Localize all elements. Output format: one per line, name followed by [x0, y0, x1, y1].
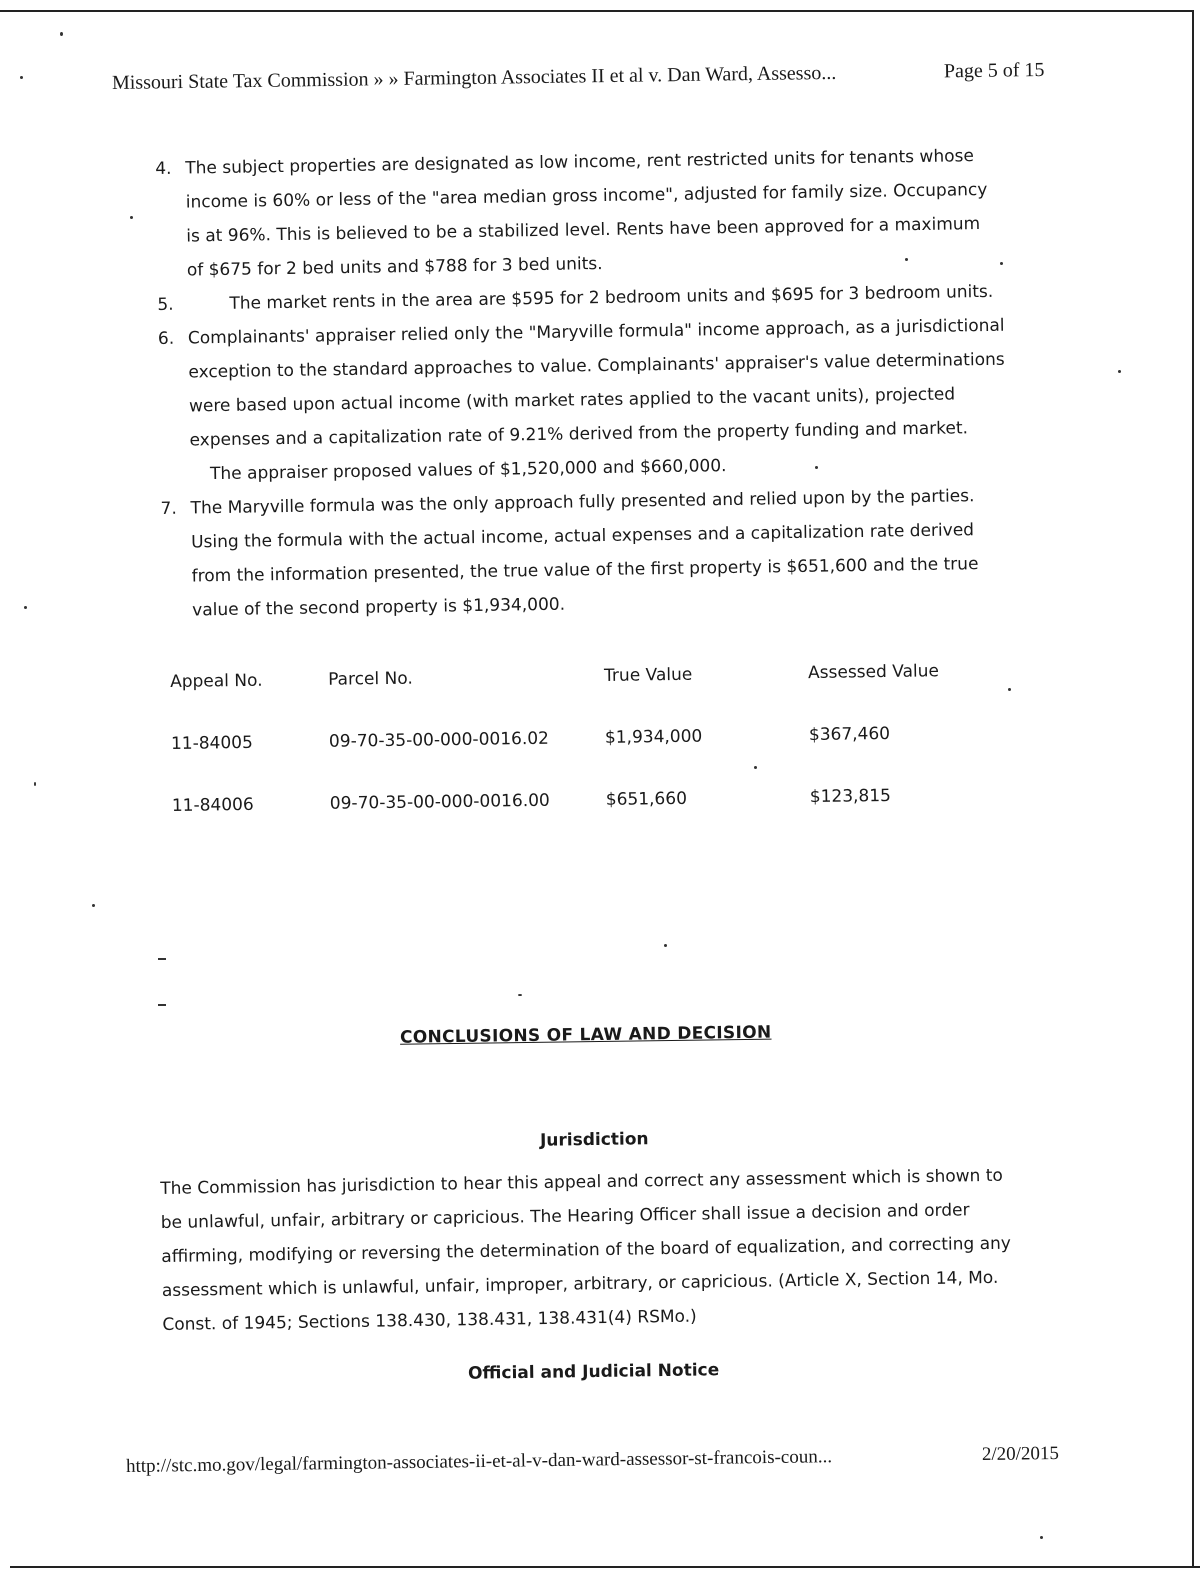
- true-value-cell: $651,660: [605, 788, 688, 810]
- finding-line: income is 60% or less of the "area median gross income", adjusted for family size. Occupancy: [185, 179, 988, 213]
- column-header-parcel-no: Parcel No.: [327, 668, 413, 690]
- assessed-value-cell: $123,815: [809, 785, 892, 808]
- page-number: Page 5 of 15: [943, 58, 1045, 83]
- finding-item: [160, 478, 1042, 628]
- finding-line: of $675 for 2 bed units and $788 for 3 bed units.: [186, 253, 603, 281]
- table-header-row: [170, 661, 971, 734]
- scan-speck: [34, 782, 36, 786]
- findings-list: [155, 138, 1042, 628]
- scan-speck: [158, 1004, 166, 1006]
- paragraph-line: Const. of 1945; Sections 138.430, 138.431, 138.431(4) RSMo.): [162, 1306, 697, 1335]
- footer-date: 2/20/2015: [981, 1442, 1060, 1466]
- table-row: [172, 785, 973, 858]
- finding-item: [155, 138, 1037, 288]
- appeal-no-cell: 11-84006: [171, 794, 254, 816]
- finding-item: [158, 308, 1041, 492]
- scan-speck: [60, 32, 63, 36]
- page-border-right: [1192, 10, 1194, 1566]
- table-row: [171, 723, 972, 796]
- footer-url: http://stc.mo.gov/legal/farmington-associates-ii-et-al-v-dan-ward-assessor-st-francois-coun...: [125, 1446, 833, 1477]
- page-border-bottom: [10, 1566, 1200, 1568]
- section-heading: CONCLUSIONS OF LAW AND DECISION: [399, 1022, 772, 1048]
- page-header: [112, 59, 1072, 95]
- scan-speck: [130, 216, 133, 219]
- finding-number: 6.: [157, 328, 175, 349]
- finding-line: exception to the standard approaches to value. Complainants' appraiser's value determinations: [188, 349, 1005, 383]
- finding-line: Complainants' appraiser relied only the "Maryville formula" income approach, as a jurisdictional: [187, 315, 1005, 349]
- finding-line: is at 96%. This is believed to be a stabilized level. Rents have been approved for a maximum: [186, 214, 981, 247]
- paragraph-line: affirming, modifying or reversing the determination of the board of equalization, and correcting any: [161, 1233, 1012, 1267]
- scan-speck: [20, 76, 23, 79]
- valuation-table: [170, 661, 973, 858]
- scan-speck: [1040, 1536, 1043, 1539]
- page-border-top: [0, 10, 1192, 12]
- column-header-assessed-value: Assessed Value: [807, 661, 940, 684]
- finding-line: The Maryville formula was the only approach fully presented and relied upon by the parties.: [190, 486, 975, 519]
- scan-speck: [664, 944, 667, 947]
- jurisdiction-paragraph: [160, 1158, 1043, 1342]
- paragraph-line: assessment which is unlawful, unfair, improper, arbitrary, or capricious. (Article X, Section 14, Mo.: [161, 1267, 999, 1301]
- finding-line: The subject properties are designated as low income, rent restricted units for tenants whose: [185, 146, 975, 179]
- finding-line: from the information presented, the true value of the first property is $651,600 and the true: [191, 554, 979, 587]
- jurisdiction-heading: Jurisdiction: [539, 1129, 649, 1151]
- official-notice-heading: Official and Judicial Notice: [467, 1360, 720, 1384]
- finding-number: 5.: [157, 294, 174, 315]
- column-header-true-value: True Value: [603, 664, 693, 686]
- finding-line: The appraiser proposed values of $1,520,000 and $660,000.: [209, 456, 727, 485]
- finding-number: 7.: [160, 498, 177, 519]
- finding-line: expenses and a capitalization rate of 9.21% derived from the property funding and market.: [189, 418, 969, 451]
- scan-speck: [518, 994, 522, 996]
- parcel-no-cell: 09-70-35-00-000-0016.00: [329, 790, 550, 814]
- finding-number: 4.: [155, 158, 172, 179]
- header-title: Missouri State Tax Commission » » Farmington Associates II et al v. Dan Ward, Assesso...: [111, 61, 837, 94]
- true-value-cell: $1,934,000: [604, 726, 703, 748]
- scan-speck: [158, 958, 166, 960]
- scan-speck: [24, 606, 27, 609]
- page-footer: [126, 1443, 1076, 1478]
- assessed-value-cell: $367,460: [808, 723, 891, 746]
- finding-line: value of the second property is $1,934,000.: [192, 594, 566, 621]
- finding-line: were based upon actual income (with market rates applied to the vacant units), projected: [188, 384, 956, 417]
- scan-speck: [1118, 370, 1121, 373]
- appeal-no-cell: 11-84005: [170, 732, 253, 754]
- scan-speck: [1008, 688, 1011, 691]
- scan-speck: [92, 904, 95, 907]
- finding-line: The market rents in the area are $595 for 2 bedroom units and $695 for 3 bedroom units.: [229, 281, 994, 314]
- paragraph-line: be unlawful, unfair, arbitrary or capricious. The Hearing Officer shall issue a decision and order: [160, 1200, 970, 1233]
- column-header-appeal-no: Appeal No.: [170, 670, 263, 692]
- finding-line: Using the formula with the actual income, actual expenses and a capitalization rate derived: [190, 520, 975, 553]
- parcel-no-cell: 09-70-35-00-000-0016.02: [328, 728, 550, 752]
- paragraph-line: The Commission has jurisdiction to hear this appeal and correct any assessment which is shown to: [160, 1165, 1003, 1199]
